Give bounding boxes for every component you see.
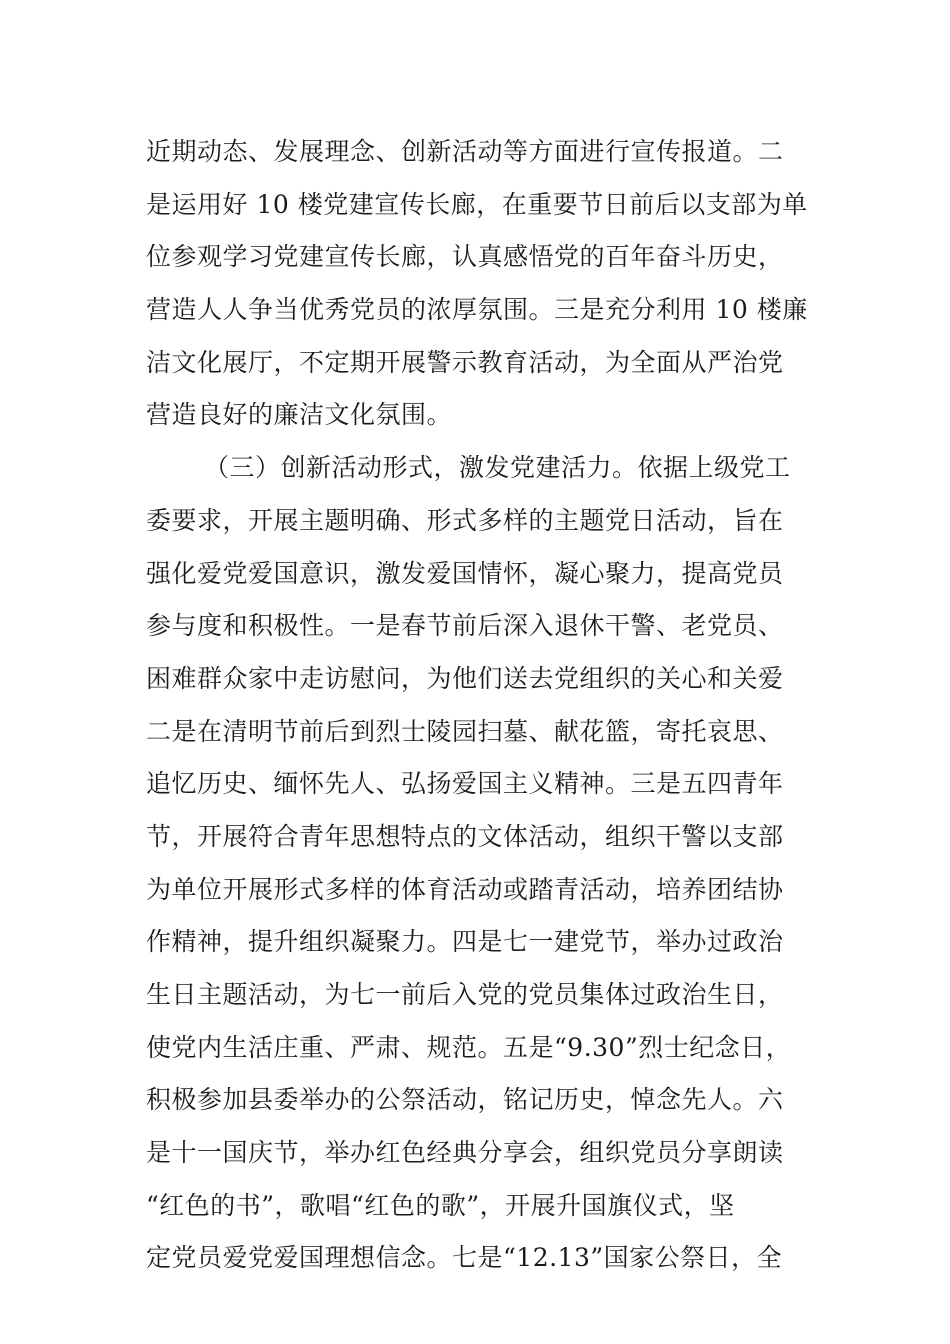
text-line: 是运用好 10 楼党建宣传长廊，在重要节日前后以支部为单 — [146, 189, 808, 219]
text-line: 定党员爱党爱国理想信念。七是“12.13”国家公祭日，全 — [146, 1243, 783, 1273]
text-line: 近期动态、发展理念、创新活动等方面进行宣传报道。二 — [146, 137, 784, 166]
document-body — [146, 126, 816, 1285]
text-line: 积极参加县委举办的公祭活动，铭记历史，悼念先人。六 — [146, 1085, 784, 1115]
text-line: 追忆历史、缅怀先人、弘扬爱国主义精神。三是五四青年 — [146, 769, 784, 799]
text-line: 营造人人争当优秀党员的浓厚氛围。三是充分利用 10 楼廉 — [146, 295, 808, 325]
text-line: 位参观学习党建宣传长廊，认真感悟党的百年奋斗历史， — [146, 242, 784, 272]
text-line: 作精神，提升组织凝聚力。四是七一建党节，举办过政治 — [146, 927, 784, 957]
text-line: 参与度和积极性。一是春节前后深入退休干警、老党员、 — [146, 611, 784, 641]
text-line: 为单位开展形式多样的体育活动或踏青活动，培养团结协 — [146, 874, 784, 904]
text-line: 生日主题活动，为七一前后入党的党员集体过政治生日， — [146, 980, 784, 1009]
text-line: 洁文化展厅，不定期开展警示教育活动，为全面从严治党 — [146, 347, 784, 377]
text-line: 强化爱党爱国意识，激发爱国情怀，凝心聚力，提高党员 — [146, 558, 784, 588]
section-heading-line: （三）创新活动形式，激发党建活力。依据上级党工 — [204, 453, 791, 483]
text-line: 使党内生活庄重、严肃、规范。五是“9.30”烈士纪念日， — [146, 1032, 792, 1062]
text-line: 节，开展符合青年思想特点的文体活动，组织干警以支部 — [146, 821, 784, 851]
text-line: 困难群众家中走访慰问，为他们送去党组织的关心和关爱 — [146, 663, 784, 693]
text-line: “红色的书”，歌唱“红色的歌”，开展升国旗仪式，坚 — [146, 1190, 735, 1220]
text-line: 委要求，开展主题明确、形式多样的主题党日活动，旨在 — [146, 505, 784, 535]
text-line: 二是在清明节前后到烈士陵园扫墓、献花篮，寄托哀思、 — [146, 716, 784, 746]
text-line: 营造良好的廉洁文化氛围。 — [146, 400, 453, 430]
text-line: 是十一国庆节，举办红色经典分享会，组织党员分享朗读 — [146, 1138, 784, 1168]
